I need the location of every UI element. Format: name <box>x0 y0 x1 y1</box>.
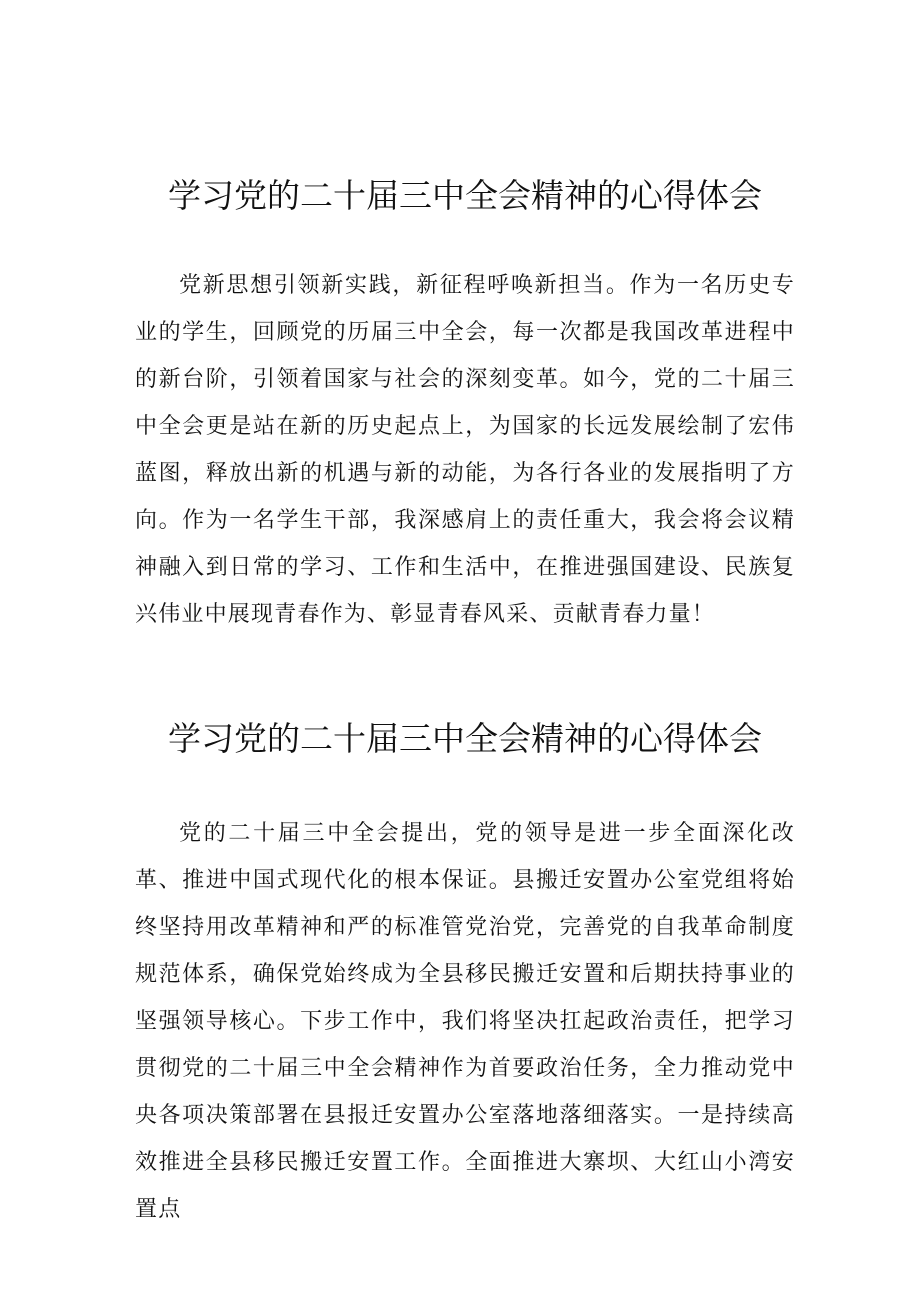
article-paragraph: 党的二十届三中全会提出，党的领导是进一步全面深化改革、推进中国式现代化的根本保证。县搬迁安置办公室党组将始终坚持用改革精神和严的标准管党治党，完善党的自我革命制度规范体系，确保党始终成为全县移民搬迁安置和后期扶持事业的坚强领导核心。下步工作中，我们将坚决扛起政治责任，把学习贯彻党的二十届三中全会精神作为首要政治任务，全力推动党中央各项决策部署在县报迁安置办公室落地落细落实。一是持续高效推进全县移民搬迁安置工作。全面推进大寨坝、大红山小湾安置点 <box>135 821 795 1222</box>
article-title: 学习党的二十届三中全会精神的心得体会 <box>168 719 762 758</box>
article-title: 学习党的二十届三中全会精神的心得体会 <box>168 176 762 215</box>
article-paragraph: 党新思想引领新实践，新征程呼唤新担当。作为一名历史专业的学生，回顾党的历届三中全会，每一次都是我国改革进程中的新台阶，引领着国家与社会的深刻变革。如今，党的二十届三中全会更是站在新的历史起点上，为国家的长远发展绘制了宏伟蓝图，释放出新的机遇与新的动能，为各行各业的发展指明了方向。作为一名学生干部，我深感肩上的责任重大，我会将会议精神融入到日常的学习、工作和生活中，在推进强国建设、民族复兴伟业中展现青春作为、彰显青春风采、贡献青春力量！ <box>135 273 795 627</box>
article-1 <box>135 172 795 638</box>
article-2 <box>135 715 795 1233</box>
